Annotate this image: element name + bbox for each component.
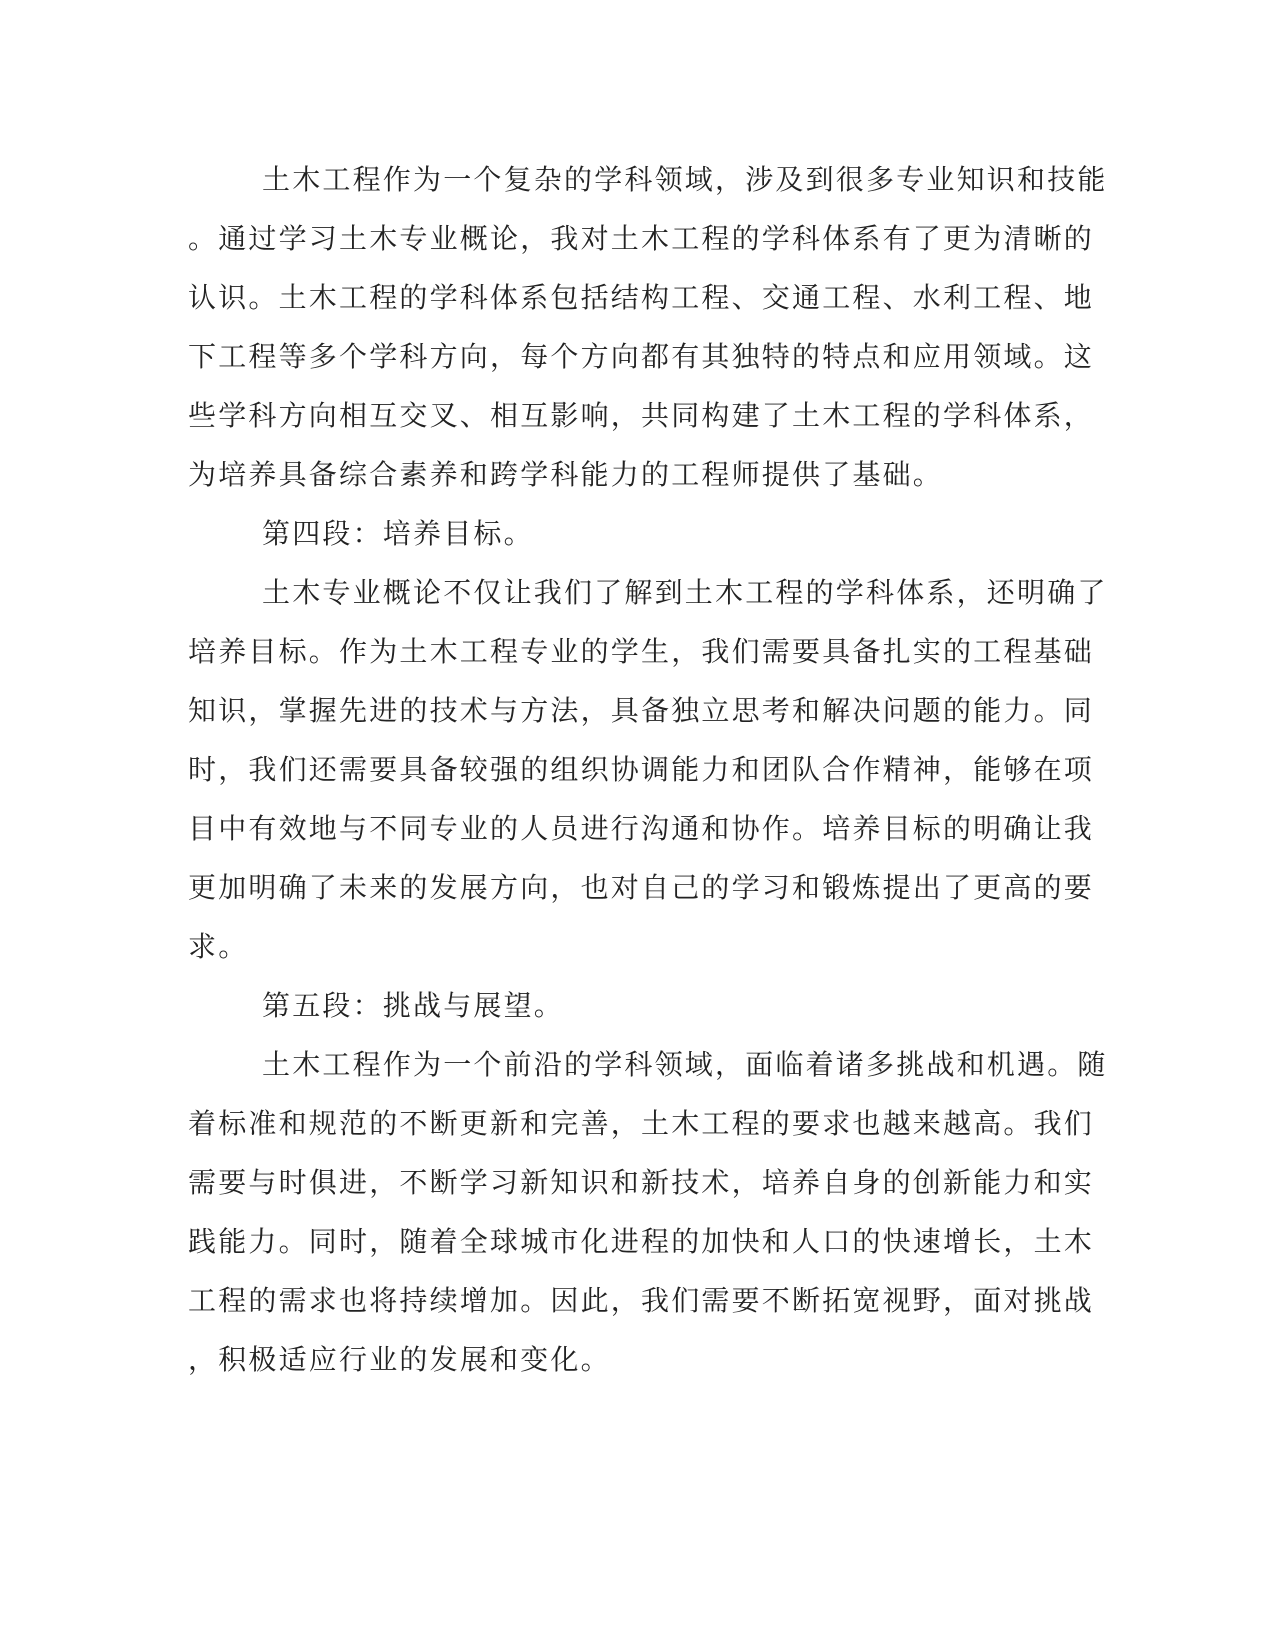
section-heading-5: 第五段：挑战与展望。 xyxy=(262,989,565,1022)
paragraph-3-line-1: 土木工程作为一个复杂的学科领域，涉及到很多专业知识和技能 xyxy=(262,163,1108,196)
section-heading-4: 第四段：培养目标。 xyxy=(262,517,534,550)
paragraph-5-line-2: 着标准和规范的不断更新和完善，土木工程的要求也越来越高。我们 xyxy=(188,1107,1095,1140)
paragraph-4-line-6: 更加明确了未来的发展方向，也对自己的学习和锻炼提出了更高的要 xyxy=(188,871,1095,904)
paragraph-4-line-2: 培养目标。作为土木工程专业的学生，我们需要具备扎实的工程基础 xyxy=(188,635,1095,668)
paragraph-5-line-3: 需要与时俱进，不断学习新知识和新技术，培养自身的创新能力和实 xyxy=(188,1166,1095,1199)
paragraph-5-line-1: 土木工程作为一个前沿的学科领域，面临着诸多挑战和机遇。随 xyxy=(262,1048,1108,1081)
paragraph-4-line-4: 时，我们还需要具备较强的组织协调能力和团队合作精神，能够在项 xyxy=(188,753,1095,786)
paragraph-4-line-5: 目中有效地与不同专业的人员进行沟通和协作。培养目标的明确让我 xyxy=(188,812,1095,845)
paragraph-3-line-3: 认识。土木工程的学科体系包括结构工程、交通工程、水利工程、地 xyxy=(188,281,1095,314)
paragraph-4-line-3: 知识，掌握先进的技术与方法，具备独立思考和解决问题的能力。同 xyxy=(188,694,1095,727)
paragraph-3-line-2: 。通过学习土木专业概论，我对土木工程的学科体系有了更为清晰的 xyxy=(188,222,1095,255)
paragraph-5-line-4: 践能力。同时，随着全球城市化进程的加快和人口的快速增长，土木 xyxy=(188,1225,1095,1258)
paragraph-4-line-7: 求。 xyxy=(188,930,249,963)
paragraph-5-line-5: 工程的需求也将持续增加。因此，我们需要不断拓宽视野，面对挑战 xyxy=(188,1284,1095,1317)
paragraph-3-line-5: 些学科方向相互交叉、相互影响，共同构建了土木工程的学科体系， xyxy=(188,399,1095,432)
paragraph-5-line-6: ，积极适应行业的发展和变化。 xyxy=(188,1343,611,1376)
paragraph-3-line-4: 下工程等多个学科方向，每个方向都有其独特的特点和应用领域。这 xyxy=(188,340,1095,373)
paragraph-4-line-1: 土木专业概论不仅让我们了解到土木工程的学科体系，还明确了 xyxy=(262,576,1108,609)
paragraph-3-line-6: 为培养具备综合素养和跨学科能力的工程师提供了基础。 xyxy=(188,458,944,491)
